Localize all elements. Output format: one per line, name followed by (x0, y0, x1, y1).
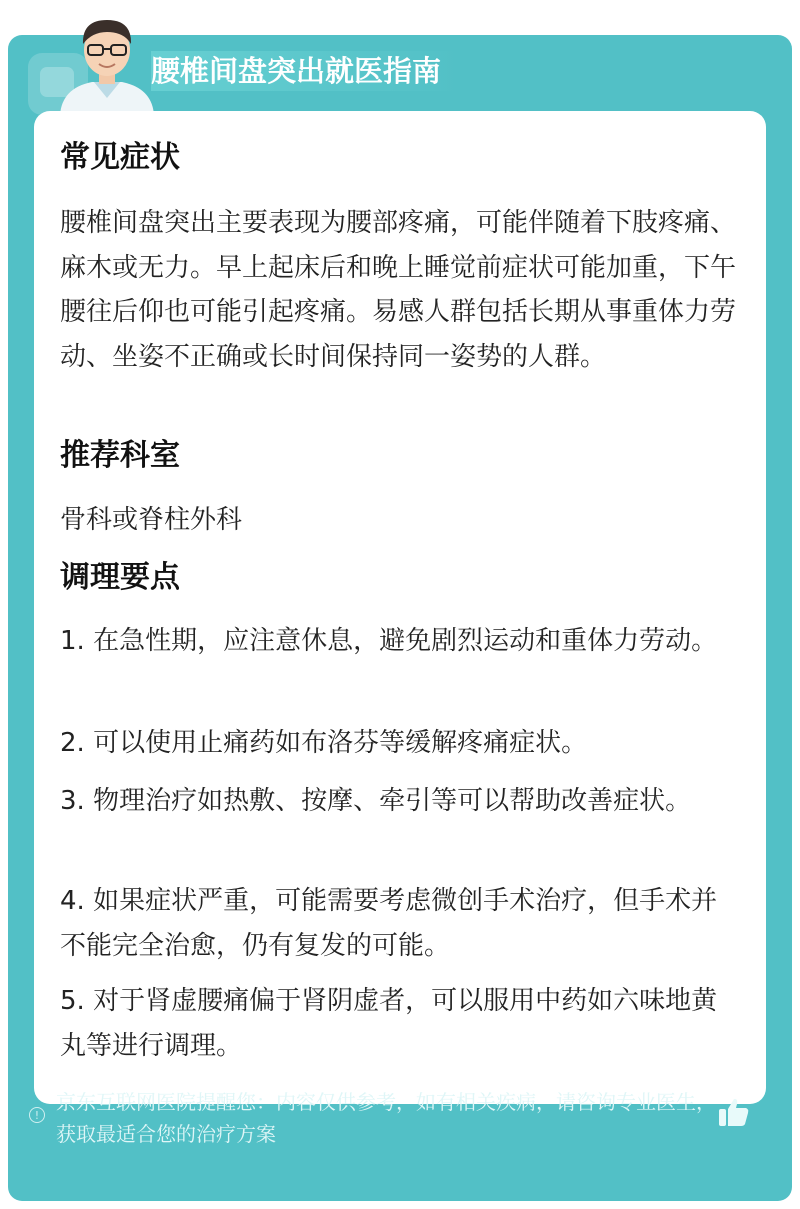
care-item-3: 3. 物理治疗如热敷、按摩、牵引等可以帮助改善症状。 (60, 786, 692, 816)
info-icon: ! (29, 1107, 45, 1123)
section-heading-department: 推荐科室 (60, 438, 180, 473)
section-heading-symptoms: 常见症状 (60, 140, 180, 175)
header-band (8, 35, 792, 115)
content-card (34, 111, 766, 1104)
care-item-5: 5. 对于肾虚腰痛偏于肾阴虚者，可以服用中药如六味地黄丸等进行调理。 (60, 986, 718, 1061)
department-text: 骨科或脊柱外科 (60, 505, 243, 535)
doctor-avatar-icon (52, 10, 162, 115)
disclaimer-text: 京东互联网医院提醒您：内容仅供参考，如有相关疾病，请咨询专业医生，获取最适合您的治疗方案 (56, 1090, 716, 1146)
care-item-4: 4. 如果症状严重，可能需要考虑微创手术治疗，但手术并不能完全治愈，仍有复发的可能。 (60, 886, 718, 961)
footer-disclaimer (28, 1086, 718, 1150)
thumbs-up-icon[interactable] (717, 1095, 751, 1129)
section-heading-care: 调理要点 (60, 560, 180, 595)
page-title: 腰椎间盘突出就医指南 (151, 51, 461, 91)
care-item-2: 2. 可以使用止痛药如布洛芬等缓解疼痛症状。 (60, 728, 588, 758)
guide-frame (8, 35, 792, 1201)
symptoms-text: 腰椎间盘突出主要表现为腰部疼痛，可能伴随着下肢疼痛、麻木或无力。早上起床后和晚上睡觉前症状可能加重，下午腰往后仰也可能引起疼痛。易感人群包括长期从事重体力劳动、坐姿不正确或长时间保持同一姿势的人群。 (60, 208, 737, 372)
care-item-1: 1. 在急性期，应注意休息，避免剧烈运动和重体力劳动。 (60, 626, 718, 656)
